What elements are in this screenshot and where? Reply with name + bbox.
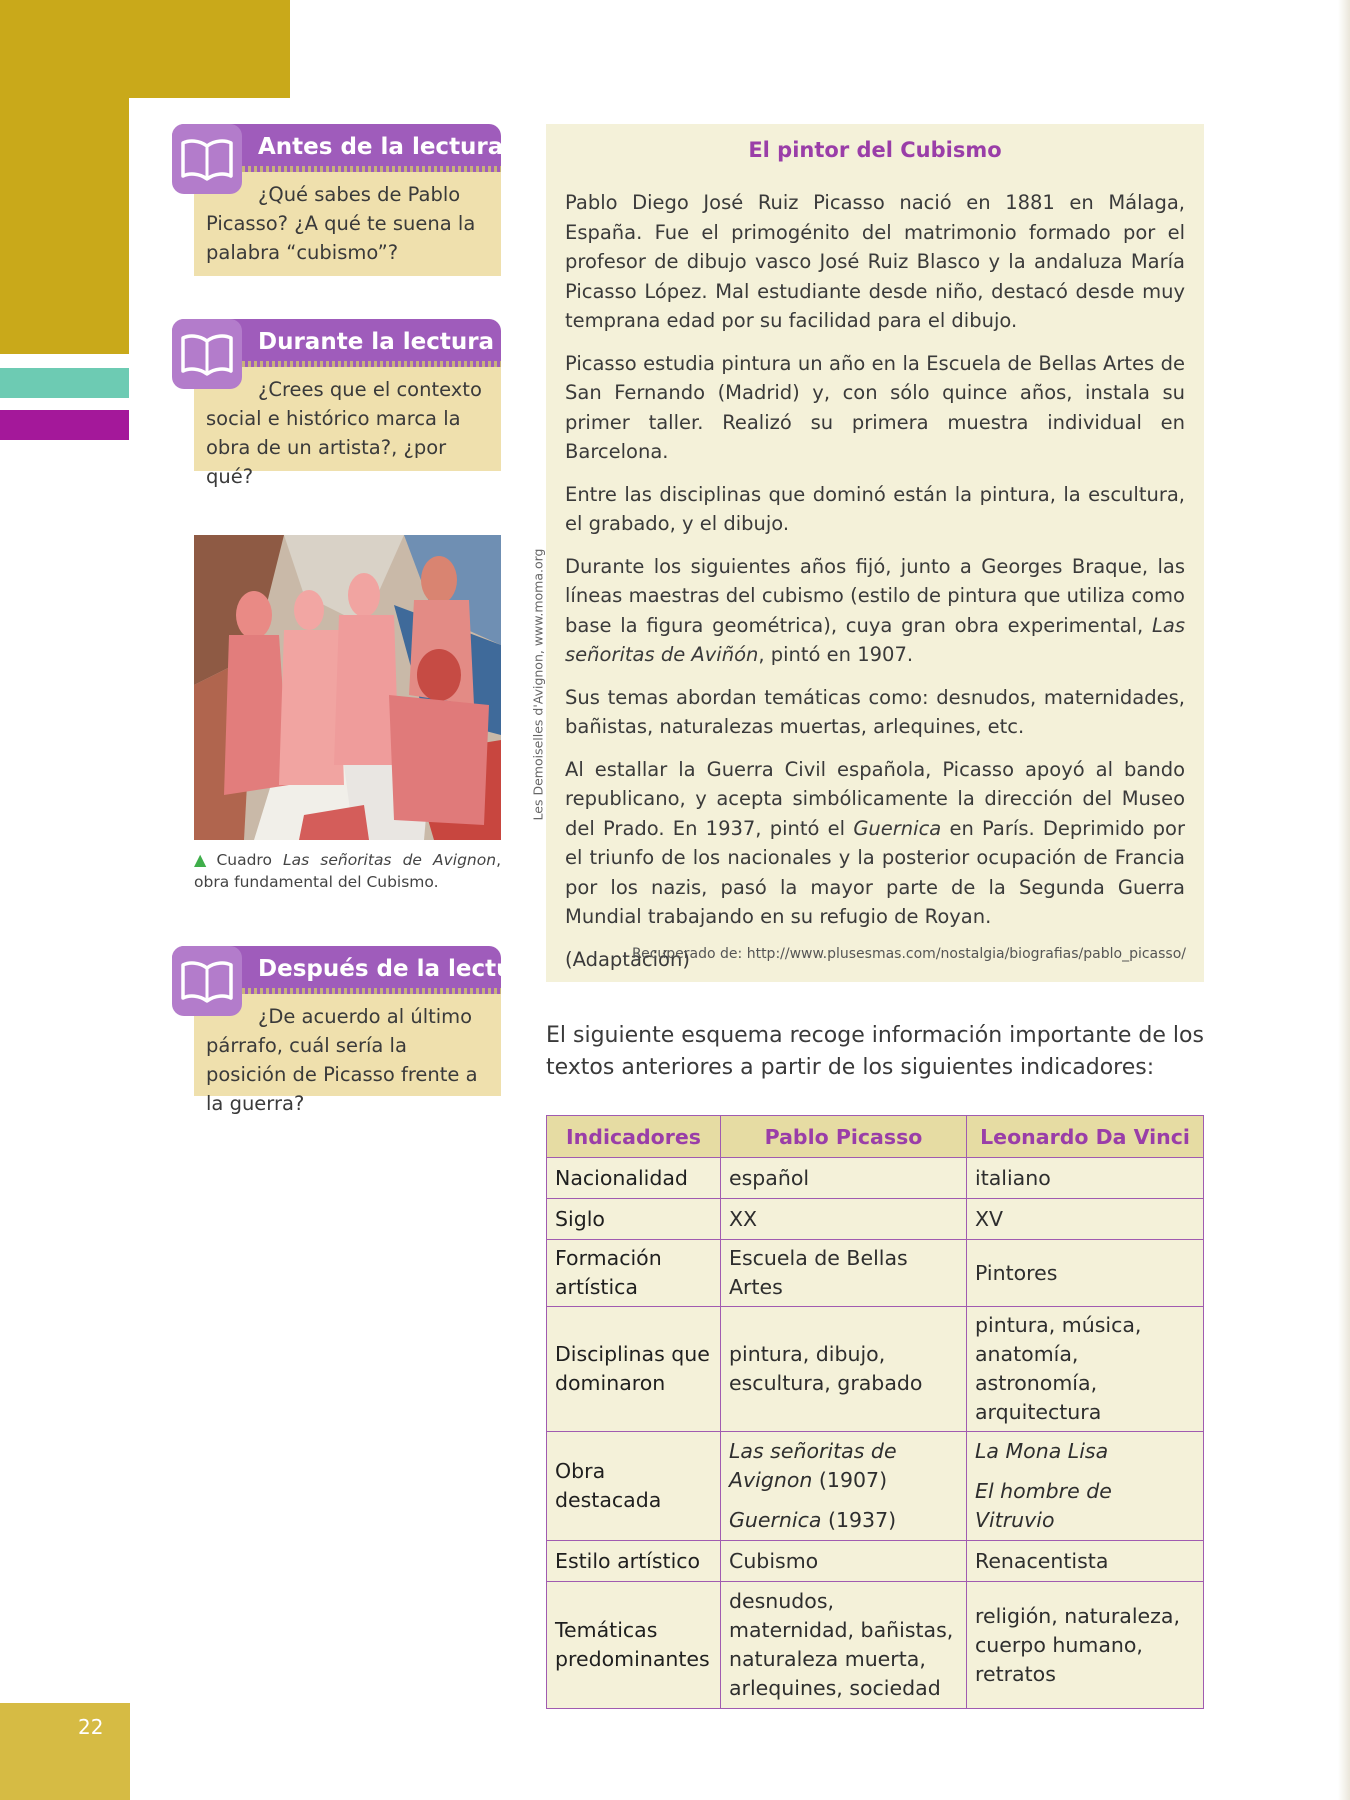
row-indicator: Obra destacada [547,1432,721,1541]
during-reading-title: Durante la lectura [258,329,495,355]
after-reading-box [172,946,540,1115]
row-indicator: Siglo [547,1199,721,1240]
before-reading-question: ¿Qué sabes de Pablo Picasso? ¿A qué te suena la palabra “cubismo”? [194,172,501,276]
table-row [547,1240,1204,1307]
table-intro: El siguiente esquema recoge información importante de los textos anteriores a partir de los siguientes indicadores: [546,1023,1204,1080]
painting-credit-text: Les Demoiselles d'Avignon, www.moma.org [530,548,546,821]
decor-gold-block-top [0,0,290,98]
caption-title: Las señoritas de Avignon [283,851,497,869]
after-reading-question: ¿De acuerdo al último párrafo, cuál sería la posición de Picasso frente a la guerra? [194,994,501,1096]
work-year: (1937) [821,1508,897,1532]
article-paragraph-4: Durante los siguientes años fijó, junto a Georges Braque, las líneas maestras del cubismo (estilo de pintura que utiliza como base la figura geométrica), cuya gran obra experimental, Las señoritas de Aviñón, pintó en 1907. [565,554,1185,666]
work-title: El hombre de Vitruvio [975,1479,1112,1532]
decor-magenta-stripe [0,410,129,440]
article-paragraph-1: Pablo Diego José Ruiz Picasso nació en 1881 en Málaga, España. Fue el primogénito del matrimonio formado por el profesor de dibujo vasco José Ruiz Blasco y la andaluza María Picasso López. Mal estudiante desde niño, destacó desde muy temprana edad por su facilidad para el dibujo. [565,191,1185,332]
header-indicadores: Indicadores [547,1116,721,1158]
book-icon [172,319,242,389]
table-row [547,1158,1204,1199]
painting-les-demoiselles [194,535,501,840]
article-paragraph-2: Picasso estudia pintura un año en la Escuela de Bellas Artes de San Fernando (Madrid) y, con sólo quince años, instala su primer taller. Realizó su primera muestra individual en Barcelona. [565,351,1185,463]
header-pablo-picasso: Pablo Picasso [721,1116,967,1158]
row-davinci-value: Renacentista [967,1541,1204,1582]
work-title: La Mona Lisa [975,1439,1109,1463]
article-paragraph-3: Entre las disciplinas que dominó están la pintura, la escultura, el grabado, y el dibujo. [565,482,1185,535]
article-source: Recuperado de: http://www.plusesmas.com/nostalgia/biografias/pablo_picasso/ [632,946,1186,962]
row-picasso-value: pintura, dibujo, escultura, grabado [721,1307,967,1432]
decor-gold-block-bottom [0,1703,130,1800]
decor-gold-block-left [0,98,129,354]
table-header-row [547,1116,1204,1158]
page-edge-shadow [1338,0,1350,1800]
row-picasso-value [721,1432,967,1541]
row-picasso-value: desnudos, maternidad, bañistas, naturaleza muerta, arlequines, sociedad [721,1582,967,1709]
before-reading-title: Antes de la lectura [258,134,504,160]
work-title: Las señoritas de Avignon [729,1439,897,1492]
row-indicator: Nacionalidad [547,1158,721,1199]
row-picasso-value: español [721,1158,967,1199]
row-davinci-value: religión, naturaleza, cuerpo humano, retratos [967,1582,1204,1709]
book-icon [172,124,242,194]
table-row [547,1432,1204,1541]
row-davinci-value: pintura, música, anatomía, astronomía, arquitectura [967,1307,1204,1432]
book-icon [172,946,242,1016]
table-row [547,1199,1204,1240]
table-row [547,1582,1204,1709]
article-paragraph-5: Sus temas abordan temáticas como: desnudos, maternidades, bañistas, naturalezas muertas, arlequines, etc. [565,685,1185,738]
row-davinci-value: XV [967,1199,1204,1240]
painting-caption [194,849,501,893]
row-davinci-value: italiano [967,1158,1204,1199]
decor-teal-stripe [0,368,129,398]
row-indicator: Formación artística [547,1240,721,1307]
caption-suffix: , obra fundamental del Cubismo. [194,851,501,891]
row-indicator: Estilo artístico [547,1541,721,1582]
before-reading-box [172,124,504,276]
row-davinci-value [967,1432,1204,1541]
work-year: (1907) [812,1468,888,1492]
after-reading-title: Después de la lectura [258,956,540,982]
article-title: El pintor del Cubismo [748,138,1002,162]
during-reading-question: ¿Crees que el contexto social e histórico marca la obra de un artista?, ¿por qué? [194,367,501,471]
triangle-icon: ▲ [194,850,213,869]
header-leonardo-da-vinci: Leonardo Da Vinci [967,1116,1204,1158]
article-panel [546,124,1204,982]
article-paragraph-6: Al estallar la Guerra Civil española, Picasso apoyó al bando republicano, y acepta simbólicamente la dirección del Museo del Prado. En 1937, pintó el Guernica en París. Deprimido por el triunfo de los nacionales y la posterior ocupación de Francia por los nazis, pasó la mayor parte de la Segunda Guerra Mundial trabajando en su refugio de Royan. [565,757,1185,928]
table-row [547,1307,1204,1432]
painting-credit [500,537,546,842]
row-indicator: Temáticas predominantes [547,1582,721,1709]
row-picasso-value: Cubismo [721,1541,967,1582]
row-indicator: Disciplinas que dominaron [547,1307,721,1432]
article-paragraph-7: (Adaptación) [565,947,690,971]
work-title: Guernica [729,1508,822,1532]
during-reading-box [172,319,501,488]
row-davinci-value: Pintores [967,1240,1204,1307]
caption-prefix: Cuadro [216,851,283,869]
article-body [565,188,1185,987]
comparison-table [546,1115,1204,1709]
table-row [547,1541,1204,1582]
page-number: 22 [78,1715,104,1739]
row-picasso-value: XX [721,1199,967,1240]
row-picasso-value: Escuela de Bellas Artes [721,1240,967,1307]
